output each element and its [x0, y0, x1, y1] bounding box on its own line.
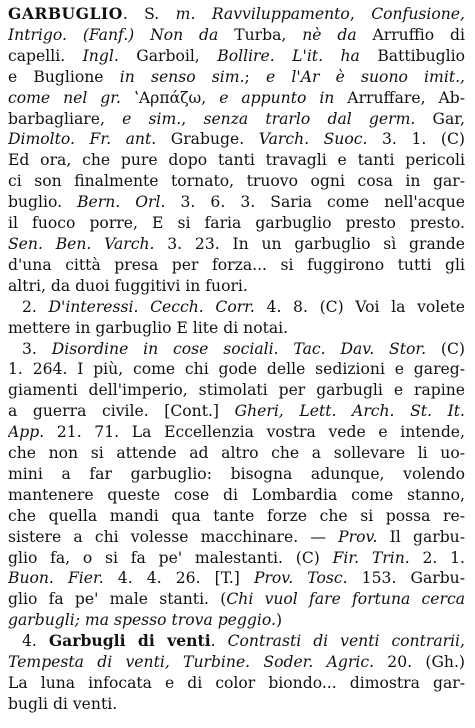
- text-run: Garboil,: [118, 46, 218, 65]
- text-line: [8, 464, 465, 485]
- text-run: Sen. Ben. Varch.: [8, 234, 155, 253]
- text-line: [8, 255, 465, 276]
- text-run: Non da: [150, 25, 219, 44]
- text-run: 3.: [22, 339, 52, 358]
- text-line: [8, 380, 465, 401]
- text-line: [8, 192, 465, 213]
- text-line: [8, 297, 465, 318]
- text-run: ,: [181, 109, 204, 128]
- text-run: capelli.: [8, 46, 83, 65]
- text-run: 4.: [22, 632, 49, 651]
- text-run: e l'Ar è suono imit.,: [266, 67, 465, 86]
- text-line: [8, 485, 465, 506]
- text-run: m. Ravviluppamento: [175, 5, 350, 23]
- text-run: Turba,: [218, 25, 303, 44]
- text-run: ci son finalmente tornato, truovo ogni cosa in gar-: [8, 172, 465, 191]
- text-line: [8, 318, 465, 339]
- text-run: 4. 4. 26. [T.]: [103, 569, 254, 588]
- text-run: in senso sim.: [119, 67, 245, 86]
- text-run: mantenere queste cose di Lombardia come stanno,: [8, 485, 465, 504]
- text-run: . S.: [122, 5, 176, 23]
- text-run: glio fa, o si fa pe' malestanti. (C): [8, 548, 333, 567]
- text-run: d'una città presa per forza... si fuggirono tutti gli: [8, 255, 465, 274]
- text-run: nè da: [302, 25, 357, 44]
- text-run: buglio.: [8, 193, 78, 212]
- text-run: 3. 23. In un garbuglio sì grande: [154, 234, 465, 253]
- text-run: senza trarlo dal germ.: [203, 109, 416, 128]
- text-run: (C): [426, 339, 465, 358]
- text-line: [8, 276, 465, 297]
- text-line: [8, 673, 465, 694]
- text-run: altri, da duoi fuggitivi in fuori.: [8, 276, 248, 295]
- text-run: bugli di venti.: [8, 694, 118, 713]
- text-run: 3. 6. 3. Saria come nell'acque: [165, 193, 465, 212]
- text-run: La luna infocata e di color biondo... dimostra gar-: [8, 674, 465, 692]
- text-line: [8, 694, 465, 715]
- text-line: [8, 548, 465, 569]
- text-run: Ed ora, che pure dopo tanti travagli e tanti pericoli: [8, 151, 465, 170]
- text-run: Gheri, Lett. Arch. St. It.: [234, 402, 465, 421]
- text-run: 4. 8. (C) Voi la volete: [254, 297, 465, 316]
- text-line: [8, 568, 465, 589]
- text-line: [8, 631, 465, 652]
- text-run: 21. 71. La Eccellenzia vostra vede e intende,: [44, 423, 465, 442]
- text-run: [134, 26, 150, 44]
- text-line: [8, 589, 465, 610]
- text-run: che non si attende ad altro che a sollevare li uo-: [8, 444, 465, 463]
- text-run: Arruffare, Ab-: [334, 88, 465, 107]
- text-run: Fir. Trin.: [332, 548, 410, 567]
- text-line: [8, 610, 465, 631]
- text-run: 3. 1. (C): [367, 130, 465, 149]
- text-run: 2. 1.: [409, 548, 465, 567]
- text-run: Garbugli di venti: [48, 631, 211, 651]
- text-run: barbagliare,: [8, 109, 123, 128]
- text-run: il fuoco porre, E si faria garbuglio presto presto.: [8, 214, 465, 233]
- text-run: come nel gr.: [8, 88, 121, 107]
- text-run: Confusione,: [371, 5, 465, 23]
- text-line: [8, 652, 465, 673]
- text-run: e Buglione: [8, 67, 120, 86]
- text-run: Tempesta di venti, Turbine. Soder. Agric.: [8, 653, 375, 672]
- text-line: [8, 25, 465, 46]
- text-run: .: [210, 632, 228, 651]
- text-line: [8, 150, 465, 171]
- text-run: Chi vuol fare fortuna cerca: [226, 590, 465, 609]
- text-run: mettere in garbuglio E lite di notai.: [8, 318, 289, 337]
- text-line: [8, 88, 465, 109]
- text-run: 2.: [22, 297, 49, 316]
- text-run: Dimolto. Fr. ant.: [8, 130, 157, 149]
- text-line: [8, 171, 465, 192]
- text-run: Battibuglio: [359, 46, 465, 65]
- text-line: [8, 213, 465, 234]
- text-run: che quella mandi qua tante forze che si possa re-: [8, 506, 465, 525]
- text-line: [8, 129, 465, 150]
- text-run: e appunto in: [219, 88, 335, 107]
- text-run: ,: [349, 5, 372, 23]
- text-run: Arruffio di: [356, 25, 465, 44]
- text-line: [8, 46, 465, 67]
- text-line: [8, 506, 465, 527]
- entry-text: [8, 4, 465, 715]
- text-line: [8, 359, 465, 380]
- text-line: [8, 422, 465, 443]
- text-line: [8, 527, 465, 548]
- text-run: Contrasti di venti contrarii,: [227, 632, 465, 651]
- text-run: Ingl.: [82, 46, 119, 65]
- text-line: [8, 67, 465, 88]
- text-run: Intrigo. (Fanf.): [8, 25, 135, 44]
- text-run: ʽΑρπάζω,: [120, 88, 220, 107]
- text-run: Disordine in cose sociali. Tac. Dav. Stor.: [51, 339, 427, 358]
- text-run: giamenti dell'imperio, stimolati per garbugli e rapine: [8, 381, 465, 400]
- text-run: Buon. Fier.: [8, 569, 104, 588]
- text-run: sistere a chi volesse macchinare. —: [8, 527, 339, 546]
- text-run: Il garbu-: [377, 527, 465, 546]
- text-run: 1. 264. I più, come chi gode delle sedizioni e gareg-: [8, 360, 465, 379]
- headword: GARBUGLIO: [8, 4, 123, 23]
- text-run: glio fa pe' male stanti. (: [8, 590, 227, 609]
- text-line: [8, 339, 465, 360]
- text-run: e sim.: [122, 109, 182, 128]
- text-run: Bern. Orl.: [77, 193, 166, 212]
- text-run: garbugli; ma spesso trova peggio.: [8, 611, 276, 630]
- text-run: a guerra civile. [Cont.]: [8, 402, 235, 421]
- text-run: Prov.: [338, 527, 378, 546]
- text-run: Bollire. L'it. ha: [217, 46, 360, 65]
- text-run: App.: [8, 423, 45, 442]
- text-run: Varch. Suoc.: [258, 130, 368, 149]
- text-run: 153. Garbu-: [347, 569, 465, 588]
- text-run: ;: [244, 67, 266, 86]
- text-line: [8, 234, 465, 255]
- text-run: mini a far garbuglio: bisogna adunque, volendo: [8, 464, 465, 483]
- text-line: [8, 443, 465, 464]
- text-line: [8, 4, 465, 25]
- text-run: 20. (Gh.): [374, 653, 465, 672]
- text-line: [8, 109, 465, 130]
- text-run: ): [275, 611, 283, 630]
- text-run: Prov. Tosc.: [253, 569, 348, 588]
- text-run: Gar,: [415, 109, 465, 128]
- text-line: [8, 401, 465, 422]
- text-run: Grabuge.: [156, 130, 259, 149]
- text-run: D'interessi. Cecch. Corr.: [48, 297, 255, 316]
